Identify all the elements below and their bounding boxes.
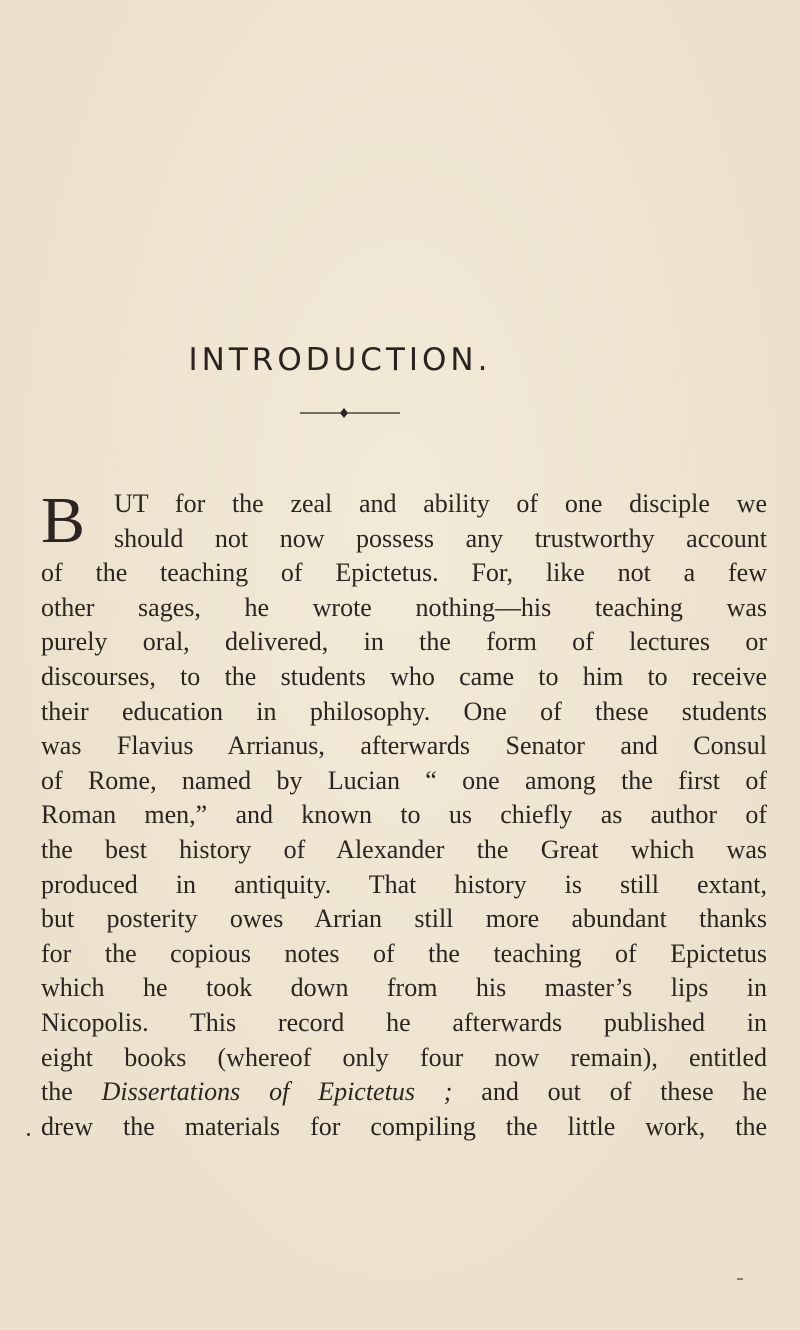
text-line: drew the materials for compiling the little work, the: [41, 1111, 767, 1141]
drop-cap: B: [41, 484, 86, 557]
text-line: eight books (whereof only four now remain), entitled: [41, 1042, 767, 1072]
signature-mark: [737, 1278, 743, 1280]
text-line: UT for the zeal and ability of one disciple we: [114, 489, 767, 518]
opening-lines: [41, 484, 767, 557]
margin-speck: [27, 1133, 30, 1136]
text-line: produced in antiquity. That history is still extant,: [41, 869, 767, 899]
introduction-paragraph: [41, 484, 768, 1144]
text-line: for the copious notes of the teaching of Epictetus: [41, 938, 767, 968]
chapter-heading: INTRODUCTION.: [188, 342, 492, 378]
book-title: Dissertations of Epictetus ;: [101, 1077, 453, 1107]
ornament-rule-icon: [300, 407, 400, 419]
text-line: of the teaching of Epictetus. For, like not a few: [41, 558, 767, 588]
text-line: Roman men,” and known to us chiefly as author of: [41, 800, 767, 830]
text-line: discourses, to the students who came to him to receive: [41, 661, 767, 691]
text-line: Nicopolis. This record he afterwards published in: [41, 1007, 767, 1037]
text-line: of Rome, named by Lucian “ one among the first of: [41, 765, 767, 795]
text-fragment: the: [41, 1077, 73, 1107]
text-line: other sages, he wrote nothing—his teaching was: [41, 592, 767, 622]
text-line: but posterity owes Arrian still more abundant thanks: [41, 904, 767, 934]
text-line: purely oral, delivered, in the form of lectures or: [41, 627, 767, 657]
text-line: which he took down from his master’s lips in: [41, 973, 767, 1003]
text-line: their education in philosophy. One of these students: [41, 696, 767, 726]
text-line: should not now possess any trustworthy account: [114, 523, 767, 553]
text-fragment: and out of these he: [481, 1077, 768, 1107]
text-line: the best history of Alexander the Great which was: [41, 834, 767, 864]
text-line-with-title: [41, 1075, 767, 1110]
text-line: was Flavius Arrianus, afterwards Senator and Consul: [41, 731, 767, 761]
